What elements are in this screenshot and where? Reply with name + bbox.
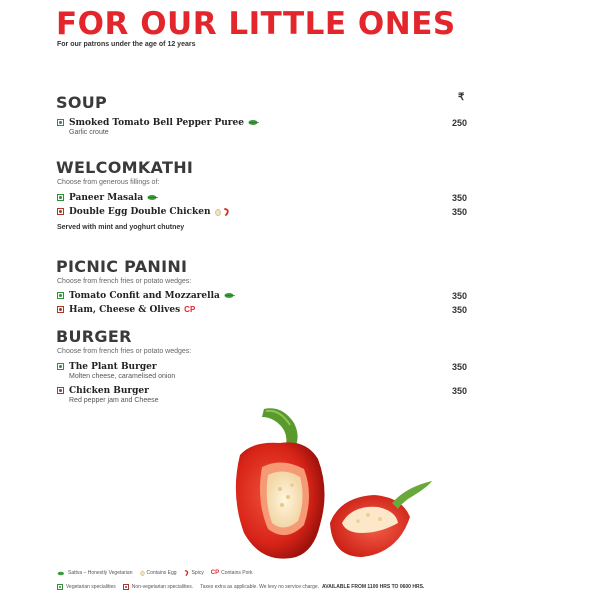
satva-leaf-icon	[224, 292, 236, 299]
availability-note: AVAILABLE FROM 1100 HRS TO 0600 HRS.	[322, 584, 425, 590]
item-name: Chicken Burger	[69, 385, 149, 396]
section-note: Choose from french fries or potato wedges:	[57, 278, 192, 285]
taxes-note: Taxes extra as applicable. We levy no service charge.	[200, 584, 320, 590]
veg-marker-icon	[57, 119, 64, 126]
page-title: FOR OUR LITTLE ONES	[56, 6, 456, 42]
bell-pepper-illustration	[222, 405, 444, 575]
item-name: Smoked Tomato Bell Pepper Puree	[69, 117, 244, 128]
legend-pork	[211, 570, 253, 576]
item-name: Ham, Cheese & Olives	[69, 304, 181, 315]
item-price: 350	[451, 304, 467, 315]
egg-icon	[140, 570, 145, 576]
chili-icon	[184, 570, 190, 576]
legend-egg	[140, 570, 177, 576]
veg-marker-icon	[57, 363, 64, 370]
satva-leaf-icon	[57, 571, 66, 576]
page-subtitle: For our patrons under the age of 12 years	[57, 41, 196, 48]
footer-legend	[57, 570, 257, 576]
section-title-welcomkathi: WELCOMKATHI	[56, 158, 194, 177]
egg-icon	[215, 208, 221, 216]
section-note: Choose from generous fillings of:	[57, 179, 160, 186]
legend-satva	[57, 570, 133, 576]
menu-item	[57, 303, 467, 316]
item-price: 350	[451, 290, 467, 301]
nonveg-marker-icon	[57, 306, 64, 313]
nonveg-marker-icon	[57, 208, 64, 215]
item-price: 350	[451, 192, 467, 203]
veg-marker-icon	[57, 292, 64, 299]
menu-item	[57, 384, 467, 404]
legend-spicy	[184, 570, 204, 576]
veg-marker-icon	[57, 584, 63, 590]
item-name: Double Egg Double Chicken	[69, 206, 211, 217]
nonveg-marker-icon	[123, 584, 129, 590]
legend-spicy-label: Spicy	[191, 570, 204, 576]
satva-leaf-icon	[147, 194, 159, 201]
chili-icon	[223, 208, 231, 216]
legend-nonveg	[123, 584, 193, 590]
section-footnote: Served with mint and yoghurt chutney	[57, 224, 185, 231]
menu-item	[57, 116, 467, 136]
legend-veg	[57, 584, 116, 590]
menu-item	[57, 289, 467, 302]
item-description: Red pepper jam and Cheese	[69, 397, 159, 404]
legend-veg-label: Vegetarian specialities	[66, 584, 116, 590]
section-title-picnic-panini: PICNIC PANINI	[56, 257, 188, 276]
item-price: 350	[451, 206, 467, 217]
menu-item	[57, 205, 467, 218]
item-price: 250	[451, 117, 467, 128]
legend-satva-label: Sattva – Honestly Vegetarian	[68, 570, 133, 576]
contains-pork-tag: CP	[184, 305, 196, 314]
item-name: The Plant Burger	[69, 361, 157, 372]
currency-symbol: ₹	[458, 92, 465, 103]
legend-nonveg-label: Non-vegetarian specialities.	[131, 584, 194, 590]
item-description: Molten cheese, caramelised onion	[69, 373, 176, 380]
section-title-burger: BURGER	[56, 327, 132, 346]
item-price: 350	[451, 361, 467, 372]
legend-pork-label: Contains Pork	[221, 570, 253, 576]
item-price: 350	[451, 385, 467, 396]
legend-egg-label: Contains Egg	[146, 570, 177, 576]
menu-item	[57, 360, 467, 380]
menu-item	[57, 191, 467, 204]
satva-leaf-icon	[248, 119, 260, 126]
section-note: Choose from french fries or potato wedges:	[57, 348, 192, 355]
contains-pork-tag: CP	[210, 570, 220, 576]
item-name: Paneer Masala	[69, 192, 144, 203]
item-description: Garlic croute	[69, 129, 109, 136]
item-name: Tomato Confit and Mozzarella	[69, 290, 220, 301]
footer-notes	[57, 584, 424, 590]
nonveg-marker-icon	[57, 387, 64, 394]
section-title-soup: SOUP	[56, 93, 108, 112]
veg-marker-icon	[57, 194, 64, 201]
